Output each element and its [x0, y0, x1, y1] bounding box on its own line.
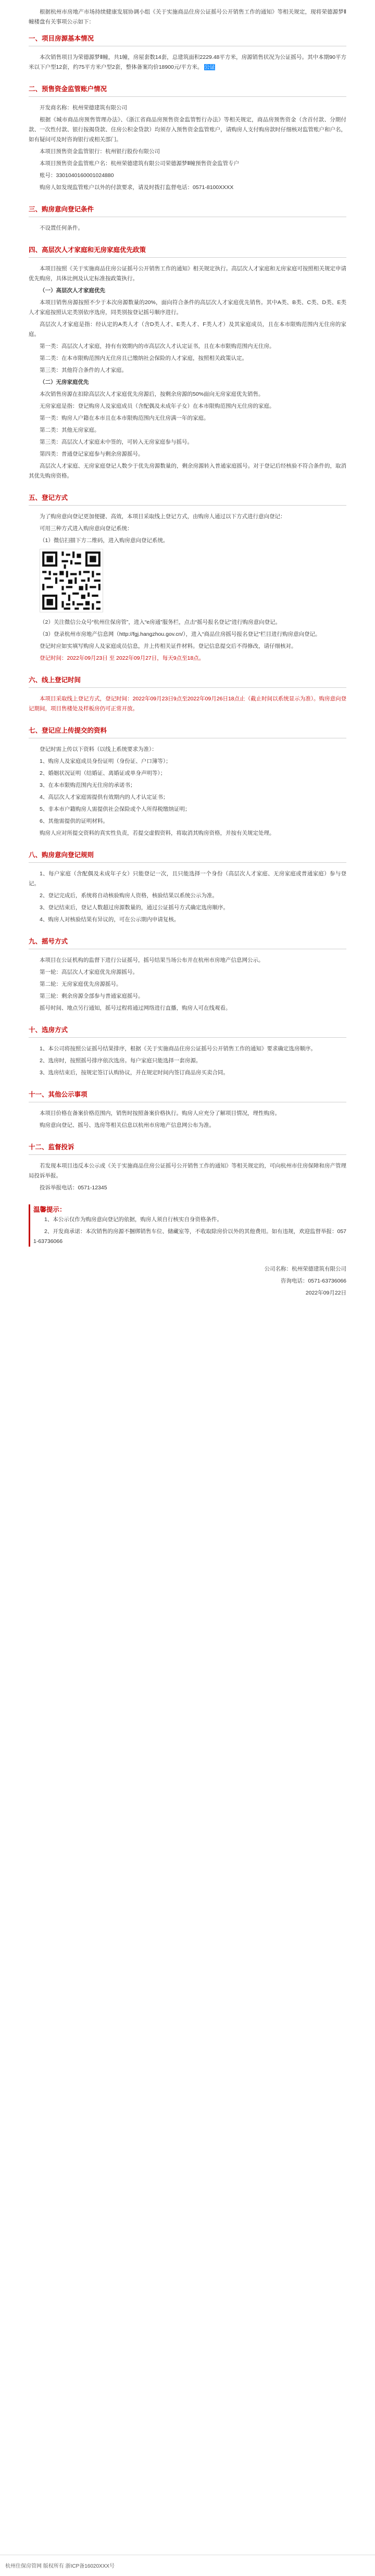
- notice-title: 温馨提示：: [33, 1206, 66, 1213]
- lottery-paragraph: 摇号时间、地点另行通知，摇号过程将通过网络进行直播，购房人可在线观看。: [40, 1005, 231, 1011]
- policy-paragraph: 第三类：其他符合条件的人才家庭。: [40, 367, 127, 373]
- section-8-header: [29, 850, 346, 863]
- registration-time: 登记时间：2022年09月23日 至 2022年09月27日，每天9点至18点。: [40, 655, 205, 661]
- section-title: 六、线上登记时间: [29, 676, 81, 684]
- section-title: 十一、其他公示事项: [29, 1091, 88, 1098]
- lottery-round: 第三轮：剩余房源全部参与普通家庭摇号。: [40, 993, 144, 999]
- section-2-header: [29, 84, 346, 97]
- registration-paragraph: （1）微信扫描下方二维码，进入购房意向登记系统。: [40, 537, 169, 544]
- complaint-hotline: 投诉举报电话：0571-12345: [40, 1185, 107, 1191]
- materials-paragraph: 购房人应对所提交资料的真实性负责，若提交虚假资料，将取消其购房资格，并按有关规定处理。: [40, 830, 275, 836]
- complaint-paragraph: 若发现本项目违反本公示或《关于实施商品住房公证摇号公开销售工作的通知》等相关规定的，可向杭州市住房保障和房产管理局投诉举报。: [29, 1163, 346, 1179]
- section-title: 二、预售资金监管账户情况: [29, 85, 107, 93]
- section-5-header: [29, 493, 346, 506]
- policy-paragraph: 本项目销售房源按照不少于本次房源数量的20%，面向符合条件的高层次人才家庭优先销售。其中A类、B类、C类、D类、E类人才家庭按照认定类别依序选房，同类别按登记摇号顺序进行。: [29, 299, 346, 316]
- lottery-round: 第二轮：无房家庭优先房源摇号。: [40, 981, 122, 987]
- other-paragraph: 购房意向登记、摇号、选房等相关信息以杭州市房地产信息网公布为准。: [40, 1122, 215, 1128]
- section-4-header: [29, 245, 346, 258]
- materials-item: 6、其他需提供的证明材料。: [40, 818, 108, 824]
- section-title: 一、项目房源基本情况: [29, 35, 94, 42]
- section-title: 七、登记应上传提交的资料: [29, 727, 107, 734]
- policy-subheading: （二）无房家庭优先: [40, 379, 89, 385]
- policy-paragraph: 第三类：高层次人才家庭未中签的，可转入无房家庭参与摇号。: [40, 439, 193, 445]
- policy-paragraph: 第四类：普通登记家庭参与剩余房源摇号。: [40, 451, 144, 457]
- escrow-account-number: 账号：3301040160001024880: [40, 172, 114, 179]
- section-6-header: [29, 675, 346, 688]
- policy-paragraph: 第一类：购房人户籍在本市且在本市限购范围内无住房满一年的家庭。: [40, 415, 209, 421]
- materials-item: 2、婚姻状况证明（结婚证、离婚证或单身声明等）；: [40, 770, 166, 776]
- developer-name: 开发商名称：杭州荣德建筑有限公司: [40, 105, 127, 111]
- section-3-header: [29, 204, 346, 217]
- section-title: 十二、监督投诉: [29, 1144, 74, 1151]
- policy-paragraph: 本项目按照《关于实施商品住房公证摇号公开销售工作的通知》相关规定执行。高层次人才家庭和无房家庭可按照相关规定申请优先购房，具体比例及认定标准按政策执行。: [29, 266, 346, 282]
- other-paragraph: 本项目价格在备案价格范围内，销售时按照备案价格执行。购房人应充分了解项目情况，理性购房。: [40, 1110, 280, 1116]
- intro-paragraph: 根据杭州市房地产市场持续健康发展协调小组《关于实施商品住房公证摇号公开销售工作的通知》等相关规定，现将荣德源梦Ⅱ幢楼盘有关事项公示如下：: [29, 9, 346, 25]
- section-title: 五、登记方式: [29, 494, 68, 501]
- notice-item: 2、开发商承诺：本次销售的房源不捆绑销售车位、储藏室等，不收取除房价以外的其他费用。如有违规，欢迎监督举报：0571-63736066: [33, 1228, 346, 1245]
- selection-item: 2、选房时，按照摇号排序依次选房。每户家庭只能选择一套房源。: [40, 1058, 202, 1064]
- rules-item: 4、购房人对核验结果有异议的，可在公示期内申请复核。: [40, 916, 180, 923]
- section-1-header: [29, 33, 346, 46]
- notice-box: [29, 1204, 346, 1247]
- section-12-header: [29, 1142, 346, 1155]
- section-title: 八、购房意向登记规则: [29, 851, 94, 859]
- rules-item: 1、每户家庭（含配偶及未成年子女）只能登记一次，且只能选择一个身份（高层次人才家庭、无房家庭或普通家庭）参与登记。: [29, 871, 346, 887]
- escrow-account-name: 本项目预售资金监管账户名：杭州荣德建筑有限公司荣德源梦Ⅱ幢预售资金监管专户: [40, 160, 240, 167]
- registration-paragraph: 可用三种方式进入购房意向登记系统：: [40, 525, 133, 532]
- signature-date: 2022年09月22日: [305, 1290, 346, 1296]
- policy-paragraph: 第二类：其他无房家庭。: [40, 427, 100, 433]
- lottery-paragraph: 本项目在公证机构的监督下进行公证摇号，摇号结果当场公布并在杭州市房地产信息网公示。: [40, 957, 264, 963]
- selection-item: 3、选房结束后，按规定签订认购协议，并在规定时间内签订商品房买卖合同。: [40, 1070, 229, 1076]
- registration-paragraph: （2）关注微信公众号“杭州住保房管”，进入“e房通”服务栏，点击“摇号报名登记”进行购房意向登记。: [40, 619, 281, 625]
- section-title: 十、选房方式: [29, 1026, 68, 1034]
- registration-paragraph: 为了购房意向登记更加便捷、高效，本项目采取线上登记方式，由购房人通过以下方式进行意向登记：: [40, 513, 286, 520]
- policy-paragraph: 无房家庭是指：登记购房人及家庭成员（含配偶及未成年子女）在本市限购范围内无住房的家庭。: [40, 403, 275, 409]
- document-body: [29, 7, 346, 1300]
- section-9-header: [29, 936, 346, 949]
- escrow-hotline: 购房人如发现监管账户以外的付款要求，请及时拨打监督电话：0571-8100XXXX: [40, 184, 234, 191]
- policy-paragraph: 高层次人才家庭、无房家庭登记人数少于优先房源数量的，剩余房源转入普通家庭摇号。对于登记后经核验不符合条件的，取消其优先购房资格。: [29, 463, 346, 479]
- online-registration-time: 本项目采取线上登记方式，登记时间：2022年09月23日9点至2022年09月26日18点止（截止时间以系统显示为准）。购房意向登记期间，项目售楼处及样板房仍可正常开放。: [29, 696, 346, 712]
- registration-paragraph: 登记时应如实填写购房人及家庭成员信息，并上传相关证件材料。登记信息提交后不得修改，请仔细核对。: [40, 643, 297, 649]
- qr-code-icon: [40, 549, 103, 612]
- section-11-header: [29, 1089, 346, 1102]
- materials-item: 4、高层次人才家庭需提供有效期内的人才认定证书；: [40, 794, 169, 800]
- selection-item: 1、本公司将按照公证摇号结果排序，根据《关于实施商品住房公证摇号公开销售工作的通知》要求确定选房顺序。: [40, 1046, 316, 1052]
- project-summary: 本次销售项目为荣德源梦Ⅱ幢，共1幢，房屋套数14套，总建筑面积2229.48平方米，房源销售状况为公证摇号。其中本期90平方米以下户型12套，约75平方米户型2套，整体备案均价18900元/平方米。: [29, 54, 346, 70]
- section-title: 九、摇号方式: [29, 938, 68, 945]
- materials-item: 5、非本市户籍购房人需提供社会保险或个人所得税缴纳证明；: [40, 806, 191, 812]
- notice-item: 1、本公示仅作为购房意向登记的依据，购房人须自行核实自身资格条件。: [44, 1216, 222, 1223]
- lottery-round: 第一轮：高层次人才家庭优先房源摇号。: [40, 969, 138, 975]
- section-7-header: [29, 725, 346, 738]
- policy-paragraph: 本次销售房源在扣除高层次人才家庭优先房源后，按剩余房源的50%面向无房家庭优先销售。: [40, 391, 264, 397]
- page-footer: [0, 2555, 375, 2576]
- section-1-paragraph: [29, 53, 346, 72]
- policy-paragraph: 第一类：高层次人才家庭，持有有效期内的市高层次人才认定证书，且在本市限购范围内无住房。: [40, 343, 275, 349]
- policy-subheading: （一）高层次人才家庭优先: [40, 287, 105, 294]
- registration-qr-code[interactable]: [40, 549, 103, 612]
- section-title: 三、购房意向登记条件: [29, 206, 94, 213]
- policy-paragraph: 高层次人才家庭是指：经认定的A类人才（含D类人才、E类人才、F类人才）及其家庭成员，且在本市限购范围内无住房的家庭。: [29, 321, 346, 337]
- registration-paragraph: （3）登录杭州市房地产信息网（http://fgj.hangzhou.gov.cn/），进入“商品住房摇号报名登记”栏目进行购房意向登记。: [40, 631, 321, 637]
- escrow-explanation: 根据《城市商品房预售管理办法》、《浙江省商品房预售资金监管暂行办法》等相关规定，商品房预售资金（含首付款、分期付款、一次性付款、银行按揭贷款、住房公积金贷款）均须存入预售资金监管账户，请购房人支付购房款时仔细核对监管账户和户名，如有疑问可及时咨询银行或相关部门。: [29, 117, 346, 143]
- section-10-header: [29, 1025, 346, 1038]
- registration-condition: 不设置任何条件。: [40, 225, 83, 231]
- policy-paragraph: 第二类：在本市限购范围内无住房且已缴纳社会保险的人才家庭，按照相关政策认定。: [40, 355, 247, 361]
- materials-paragraph: 登记时需上传以下资料（以线上系统要求为准）：: [40, 746, 157, 752]
- highlighted-text[interactable]: 公证: [204, 64, 216, 70]
- signature-phone: 咨询电话：0571-63736066: [280, 1278, 346, 1284]
- materials-item: 3、在本市限购范围内无住房的承诺书；: [40, 782, 136, 788]
- rules-item: 2、登记完成后，系统将自动核验购房人资格，核验结果以系统公示为准。: [40, 893, 218, 899]
- signature-company: 公司名称：杭州荣德建筑有限公司: [264, 1266, 346, 1272]
- escrow-bank: 本项目预售资金监管银行：杭州银行股份有限公司: [40, 148, 160, 155]
- rules-item: 3、登记结束后，登记人数超过房源数量的，通过公证摇号方式确定选房顺序。: [40, 904, 229, 911]
- materials-item: 1、购房人及家庭成员身份证明（身份证、户口簿等）；: [40, 758, 171, 764]
- section-title: 四、高层次人才家庭和无房家庭优先政策: [29, 246, 146, 254]
- footer-text: 杭州住保房管网 版权所有 浙ICP备16020XXX号: [5, 2564, 115, 2569]
